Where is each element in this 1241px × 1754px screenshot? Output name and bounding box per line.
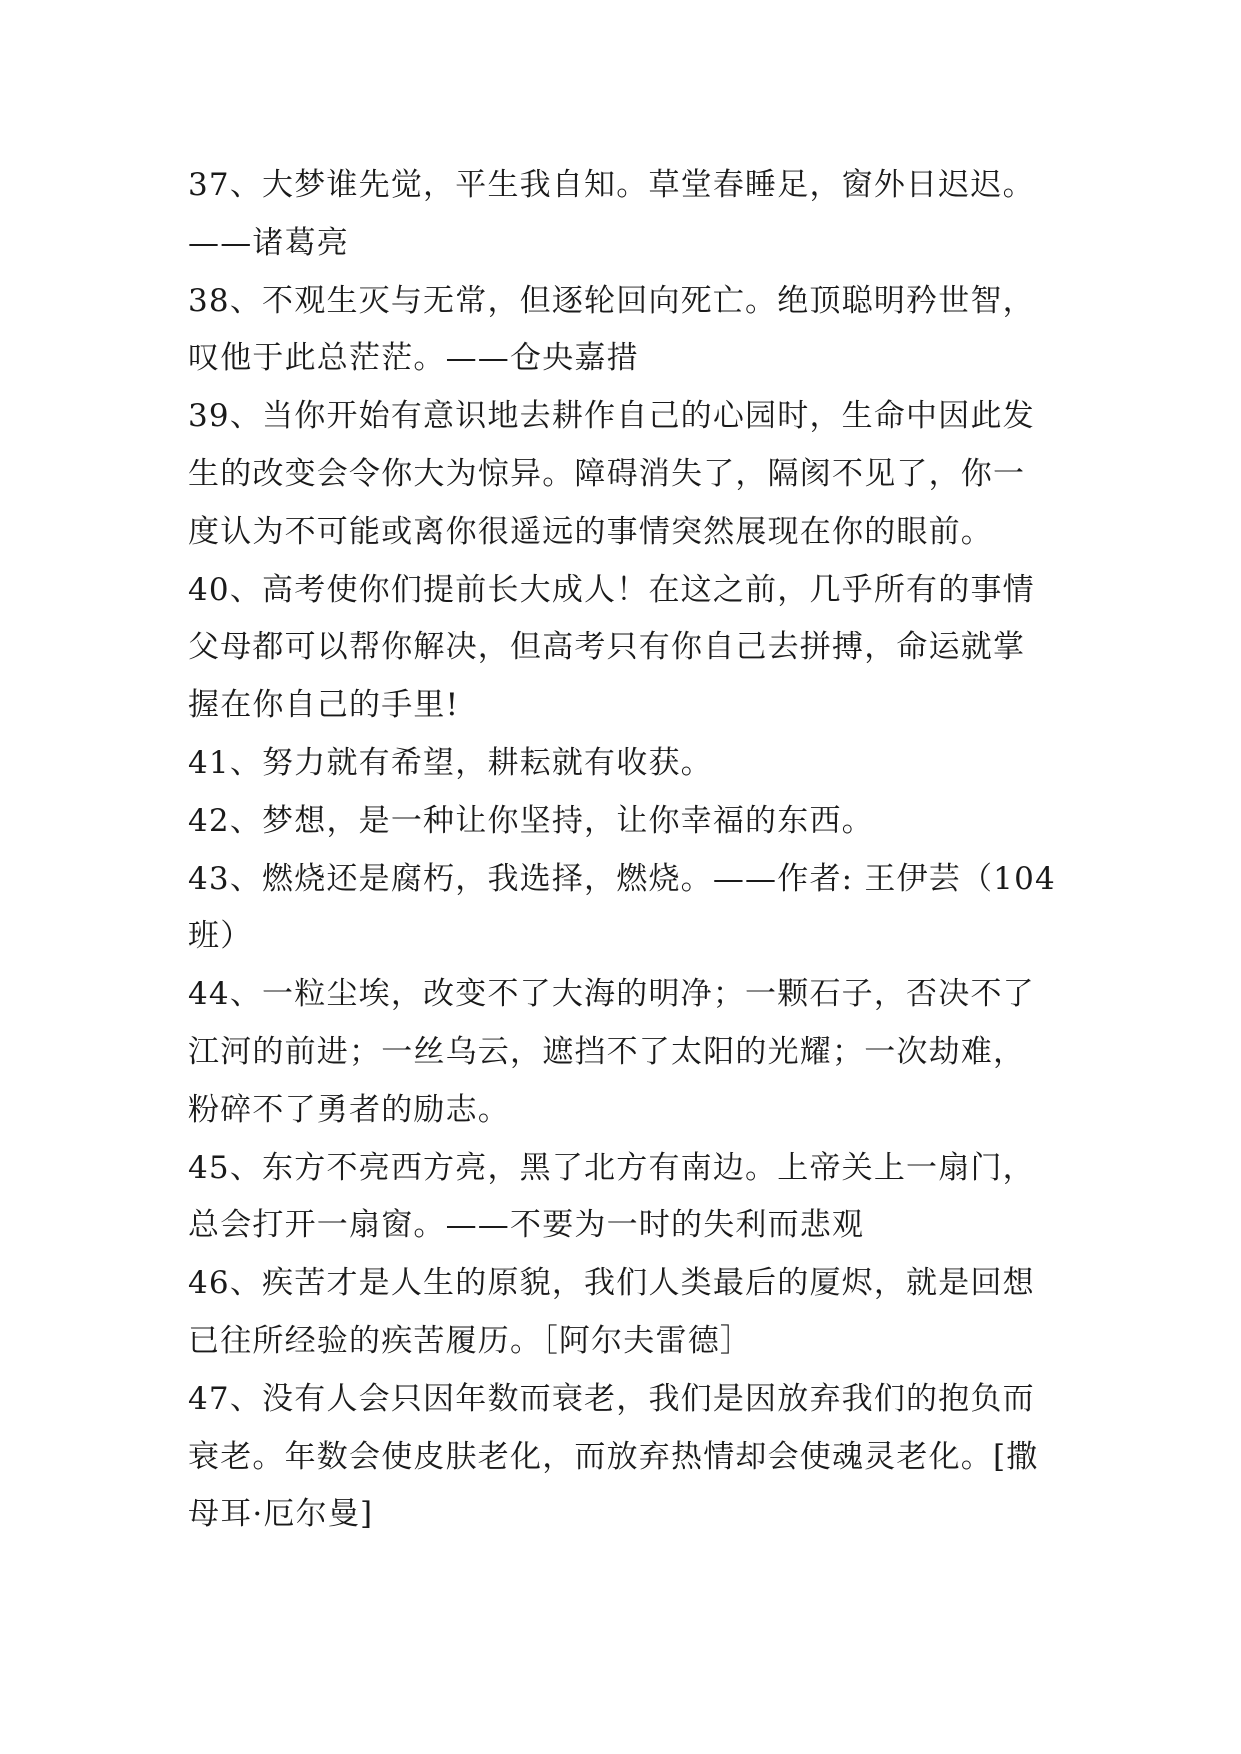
text-line: 41、努力就有希望，耕耘就有收获。 bbox=[188, 744, 713, 781]
text-line: 37、大梦谁先觉，平生我自知。草堂春睡足，窗外日迟迟。 bbox=[188, 167, 1035, 203]
text-line: 已往所经验的疾苦履历。［阿尔夫雷德］ bbox=[188, 1322, 753, 1359]
text-line: 38、不观生灭与无常，但逐轮回向死亡。绝顶聪明矜世智， bbox=[188, 282, 1035, 319]
text-line: 44、一粒尘埃，改变不了大海的明净；一颗石子，否决不了 bbox=[188, 976, 1035, 1013]
text-line: 粉碎不了勇者的励志。 bbox=[188, 1091, 510, 1128]
text-line: 衰老。年数会使皮肤老化，而放弃热情却会使魂灵老化。[撒 bbox=[188, 1438, 1039, 1475]
text-line: 握在你自己的手里! bbox=[188, 687, 460, 724]
text-line: 母耳·厄尔曼] bbox=[188, 1496, 374, 1533]
text-line: 45、东方不亮西方亮，黑了北方有南边。上帝关上一扇门， bbox=[188, 1149, 1035, 1186]
text-line: 生的改变会令你大为惊异。障碍消失了，隔阂不见了，你一 bbox=[188, 455, 1026, 492]
text-line: 总会打开一扇窗。——不要为一时的失利而悲观 bbox=[188, 1207, 865, 1244]
text-line: 42、梦想，是一种让你坚持，让你幸福的东西。 bbox=[188, 802, 874, 839]
text-line: 叹他于此总茫茫。——仓央嘉措 bbox=[188, 340, 639, 377]
text-line: 班） bbox=[188, 918, 253, 955]
text-line: 39、当你开始有意识地去耕作自己的心园时，生命中因此发 bbox=[188, 398, 1035, 435]
text-line: 父母都可以帮你解决，但高考只有你自己去拼搏，命运就掌 bbox=[188, 629, 1026, 666]
text-line: 47、没有人会只因年数而衰老，我们是因放弃我们的抱负而 bbox=[188, 1380, 1035, 1417]
text-line: 43、燃烧还是腐朽，我选择，燃烧。——作者: 王伊芸（104 bbox=[188, 860, 1056, 897]
text-line: 度认为不可能或离你很遥远的事情突然展现在你的眼前。 bbox=[188, 513, 993, 550]
text-line: ——诸葛亮 bbox=[188, 224, 349, 261]
text-line: 江河的前进；一丝乌云，遮挡不了太阳的光耀；一次劫难， bbox=[188, 1033, 1026, 1070]
quote-list bbox=[188, 157, 1068, 1544]
text-line: 40、高考使你们提前长大成人！在这之前，几乎所有的事情 bbox=[188, 571, 1035, 608]
text-line: 46、疾苦才是人生的原貌，我们人类最后的厦烬，就是回想 bbox=[188, 1265, 1035, 1302]
